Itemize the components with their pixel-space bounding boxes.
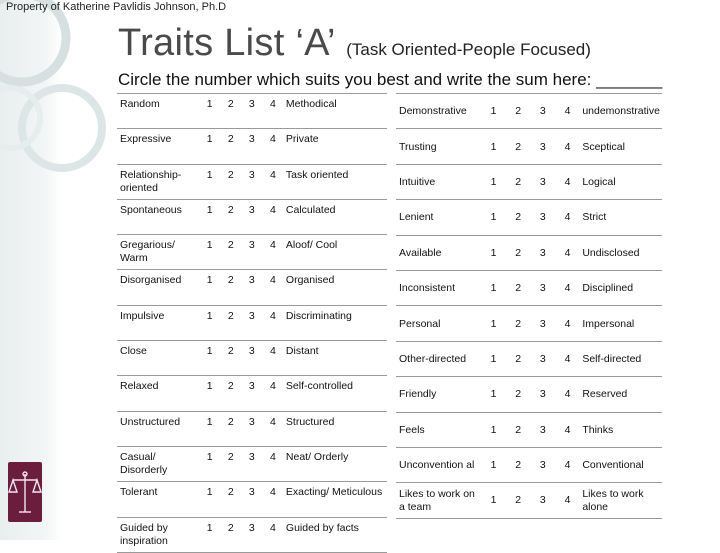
opposite-trait-label: Self-directed (579, 341, 662, 376)
trait-row (117, 446, 387, 481)
score-option-1[interactable]: 1 (481, 129, 506, 164)
score-option-1[interactable]: 1 (481, 235, 506, 270)
opposite-trait-label: Task oriented (283, 164, 387, 199)
score-option-4[interactable]: 4 (555, 377, 580, 412)
score-option-4[interactable]: 4 (555, 200, 580, 235)
score-option-3[interactable]: 3 (530, 164, 555, 199)
score-option-3[interactable]: 3 (241, 164, 262, 199)
score-option-4[interactable]: 4 (262, 376, 283, 411)
score-option-1[interactable]: 1 (199, 482, 220, 517)
score-option-4[interactable]: 4 (262, 199, 283, 234)
opposite-trait-label: Guided by facts (283, 517, 387, 552)
score-option-1[interactable]: 1 (199, 235, 220, 270)
score-option-2[interactable]: 2 (220, 341, 241, 376)
score-option-1[interactable]: 1 (199, 270, 220, 305)
score-option-4[interactable]: 4 (555, 235, 580, 270)
score-option-1[interactable]: 1 (481, 483, 506, 518)
score-option-1[interactable]: 1 (481, 306, 506, 341)
trait-label: Gregarious/ Warm (117, 235, 199, 270)
trait-row (396, 412, 662, 447)
trait-label: Relationship-oriented (117, 164, 199, 199)
score-option-2[interactable]: 2 (220, 305, 241, 340)
score-option-2[interactable]: 2 (220, 411, 241, 446)
trait-row (117, 199, 387, 234)
opposite-trait-label: Conventional (579, 447, 662, 482)
instruction-text: Circle the number which suits you best and write the sum here: _______ (118, 70, 663, 89)
opposite-trait-label: Neat/ Orderly (283, 446, 387, 481)
trait-row (396, 447, 662, 482)
trait-row (117, 482, 387, 517)
score-option-3[interactable]: 3 (241, 235, 262, 270)
trait-label: Disorganised (117, 270, 199, 305)
score-option-2[interactable]: 2 (505, 306, 530, 341)
opposite-trait-label: undemonstrative (579, 94, 662, 129)
trait-label: Random (117, 94, 199, 129)
score-option-3[interactable]: 3 (241, 446, 262, 481)
trait-row (117, 164, 387, 199)
score-option-2[interactable]: 2 (220, 235, 241, 270)
score-option-1[interactable]: 1 (199, 305, 220, 340)
score-option-2[interactable]: 2 (505, 200, 530, 235)
trait-row (396, 341, 662, 376)
trait-row (396, 94, 662, 129)
opposite-trait-label: Undisclosed (579, 235, 662, 270)
opposite-trait-label: Distant (283, 341, 387, 376)
score-option-2[interactable]: 2 (505, 447, 530, 482)
trait-row (117, 341, 387, 376)
trait-row (396, 164, 662, 199)
trait-label: Trusting (396, 129, 481, 164)
decorative-circles (0, 0, 130, 230)
score-option-3[interactable]: 3 (530, 270, 555, 305)
score-option-1[interactable]: 1 (481, 270, 506, 305)
score-option-2[interactable]: 2 (505, 270, 530, 305)
score-option-1[interactable]: 1 (199, 341, 220, 376)
score-option-2[interactable]: 2 (220, 129, 241, 164)
score-option-1[interactable]: 1 (199, 94, 220, 129)
score-option-4[interactable]: 4 (262, 446, 283, 481)
score-option-2[interactable]: 2 (220, 270, 241, 305)
trait-label: Impulsive (117, 305, 199, 340)
traits-table-left (117, 93, 387, 553)
score-option-4[interactable]: 4 (262, 235, 283, 270)
score-option-3[interactable]: 3 (241, 129, 262, 164)
score-option-2[interactable]: 2 (505, 164, 530, 199)
trait-label: Unconvention al (396, 447, 481, 482)
opposite-trait-label: Strict (579, 200, 662, 235)
trait-label: Guided by inspiration (117, 517, 199, 552)
score-option-2[interactable]: 2 (220, 482, 241, 517)
score-option-3[interactable]: 3 (530, 412, 555, 447)
score-option-2[interactable]: 2 (505, 341, 530, 376)
score-option-3[interactable]: 3 (530, 129, 555, 164)
score-option-3[interactable]: 3 (530, 306, 555, 341)
score-option-1[interactable]: 1 (481, 164, 506, 199)
score-option-1[interactable]: 1 (481, 377, 506, 412)
score-option-4[interactable]: 4 (555, 447, 580, 482)
score-option-2[interactable]: 2 (220, 94, 241, 129)
page-title (118, 22, 591, 65)
trait-label: Intuitive (396, 164, 481, 199)
trait-label: Casual/ Disorderly (117, 446, 199, 481)
trait-label: Feels (396, 412, 481, 447)
trait-label: Demonstrative (396, 94, 481, 129)
trait-label: Personal (396, 306, 481, 341)
trait-row (117, 305, 387, 340)
score-option-1[interactable]: 1 (199, 129, 220, 164)
trait-row (396, 483, 662, 518)
opposite-trait-label: Structured (283, 411, 387, 446)
trait-row (117, 376, 387, 411)
trait-row (117, 94, 387, 129)
score-option-3[interactable]: 3 (530, 235, 555, 270)
score-option-1[interactable]: 1 (481, 412, 506, 447)
score-option-4[interactable]: 4 (262, 270, 283, 305)
score-option-3[interactable]: 3 (241, 341, 262, 376)
score-option-1[interactable]: 1 (199, 164, 220, 199)
score-option-1[interactable]: 1 (199, 517, 220, 552)
trait-label: Relaxed (117, 376, 199, 411)
score-option-1[interactable]: 1 (199, 376, 220, 411)
score-option-4[interactable]: 4 (262, 305, 283, 340)
score-option-3[interactable]: 3 (241, 482, 262, 517)
score-option-4[interactable]: 4 (262, 411, 283, 446)
score-option-3[interactable]: 3 (530, 377, 555, 412)
score-option-1[interactable]: 1 (481, 94, 506, 129)
score-option-4[interactable]: 4 (555, 483, 580, 518)
score-option-3[interactable]: 3 (241, 411, 262, 446)
trait-label: Spontaneous (117, 199, 199, 234)
score-option-4[interactable]: 4 (555, 94, 580, 129)
score-option-1[interactable]: 1 (199, 199, 220, 234)
trait-row (396, 129, 662, 164)
score-option-2[interactable]: 2 (505, 377, 530, 412)
score-option-1[interactable]: 1 (481, 447, 506, 482)
trait-label: Expressive (117, 129, 199, 164)
score-option-1[interactable]: 1 (199, 411, 220, 446)
score-option-2[interactable]: 2 (220, 376, 241, 411)
trait-row (117, 270, 387, 305)
score-option-4[interactable]: 4 (555, 306, 580, 341)
trait-label: Inconsistent (396, 270, 481, 305)
score-option-3[interactable]: 3 (241, 94, 262, 129)
opposite-trait-label: Aloof/ Cool (283, 235, 387, 270)
score-option-2[interactable]: 2 (505, 235, 530, 270)
score-option-2[interactable]: 2 (505, 412, 530, 447)
score-option-1[interactable]: 1 (481, 341, 506, 376)
opposite-trait-label: Logical (579, 164, 662, 199)
score-option-3[interactable]: 3 (241, 517, 262, 552)
opposite-trait-label: Exacting/ Meticulous (283, 482, 387, 517)
trait-label: Lenient (396, 200, 481, 235)
score-option-3[interactable]: 3 (530, 447, 555, 482)
trait-label: Available (396, 235, 481, 270)
trait-row (117, 411, 387, 446)
opposite-trait-label: Reserved (579, 377, 662, 412)
opposite-trait-label: Self-controlled (283, 376, 387, 411)
score-option-3[interactable]: 3 (241, 305, 262, 340)
opposite-trait-label: Disciplined (579, 270, 662, 305)
opposite-trait-label: Methodical (283, 94, 387, 129)
trait-label: Friendly (396, 377, 481, 412)
score-option-3[interactable]: 3 (241, 199, 262, 234)
score-option-4[interactable]: 4 (262, 482, 283, 517)
opposite-trait-label: Organised (283, 270, 387, 305)
opposite-trait-label: Impersonal (579, 306, 662, 341)
score-option-3[interactable]: 3 (530, 341, 555, 376)
trait-label: Likes to work on a team (396, 483, 481, 518)
opposite-trait-label: Private (283, 129, 387, 164)
score-option-2[interactable]: 2 (505, 94, 530, 129)
score-option-2[interactable]: 2 (220, 446, 241, 481)
score-option-4[interactable]: 4 (262, 94, 283, 129)
score-option-2[interactable]: 2 (505, 483, 530, 518)
score-option-2[interactable]: 2 (220, 199, 241, 234)
trait-row (396, 270, 662, 305)
traits-table-right (396, 93, 662, 519)
trait-row (117, 235, 387, 270)
trait-row (396, 200, 662, 235)
copyright-credit: Property of Katherine Pavlidis Johnson, Ph.D (6, 1, 227, 13)
score-option-3[interactable]: 3 (530, 483, 555, 518)
score-option-4[interactable]: 4 (555, 412, 580, 447)
score-option-4[interactable]: 4 (262, 164, 283, 199)
trait-label: Close (117, 341, 199, 376)
score-option-2[interactable]: 2 (220, 517, 241, 552)
score-option-4[interactable]: 4 (555, 270, 580, 305)
title-subtitle: (Task Oriented-People Focused) (346, 40, 591, 59)
score-option-4[interactable]: 4 (262, 517, 283, 552)
score-option-4[interactable]: 4 (555, 164, 580, 199)
trait-row (396, 377, 662, 412)
trait-label: Other-directed (396, 341, 481, 376)
trait-row (117, 129, 387, 164)
score-option-4[interactable]: 4 (262, 129, 283, 164)
opposite-trait-label: Likes to work alone (579, 483, 662, 518)
score-option-3[interactable]: 3 (241, 270, 262, 305)
opposite-trait-label: Thinks (579, 412, 662, 447)
opposite-trait-label: Sceptical (579, 129, 662, 164)
opposite-trait-label: Calculated (283, 199, 387, 234)
trait-label: Unstructured (117, 411, 199, 446)
score-option-3[interactable]: 3 (241, 376, 262, 411)
trait-row (396, 235, 662, 270)
score-option-1[interactable]: 1 (481, 200, 506, 235)
trait-label: Tolerant (117, 482, 199, 517)
score-option-4[interactable]: 4 (262, 341, 283, 376)
score-option-4[interactable]: 4 (555, 129, 580, 164)
score-option-4[interactable]: 4 (555, 341, 580, 376)
score-option-3[interactable]: 3 (530, 200, 555, 235)
opposite-trait-label: Discriminating (283, 305, 387, 340)
score-option-2[interactable]: 2 (505, 129, 530, 164)
trait-row (117, 517, 387, 552)
title-main: Traits List ‘A’ (118, 22, 336, 64)
score-option-3[interactable]: 3 (530, 94, 555, 129)
score-option-1[interactable]: 1 (199, 446, 220, 481)
scales-of-justice-icon (8, 462, 42, 522)
score-option-2[interactable]: 2 (220, 164, 241, 199)
trait-row (396, 306, 662, 341)
